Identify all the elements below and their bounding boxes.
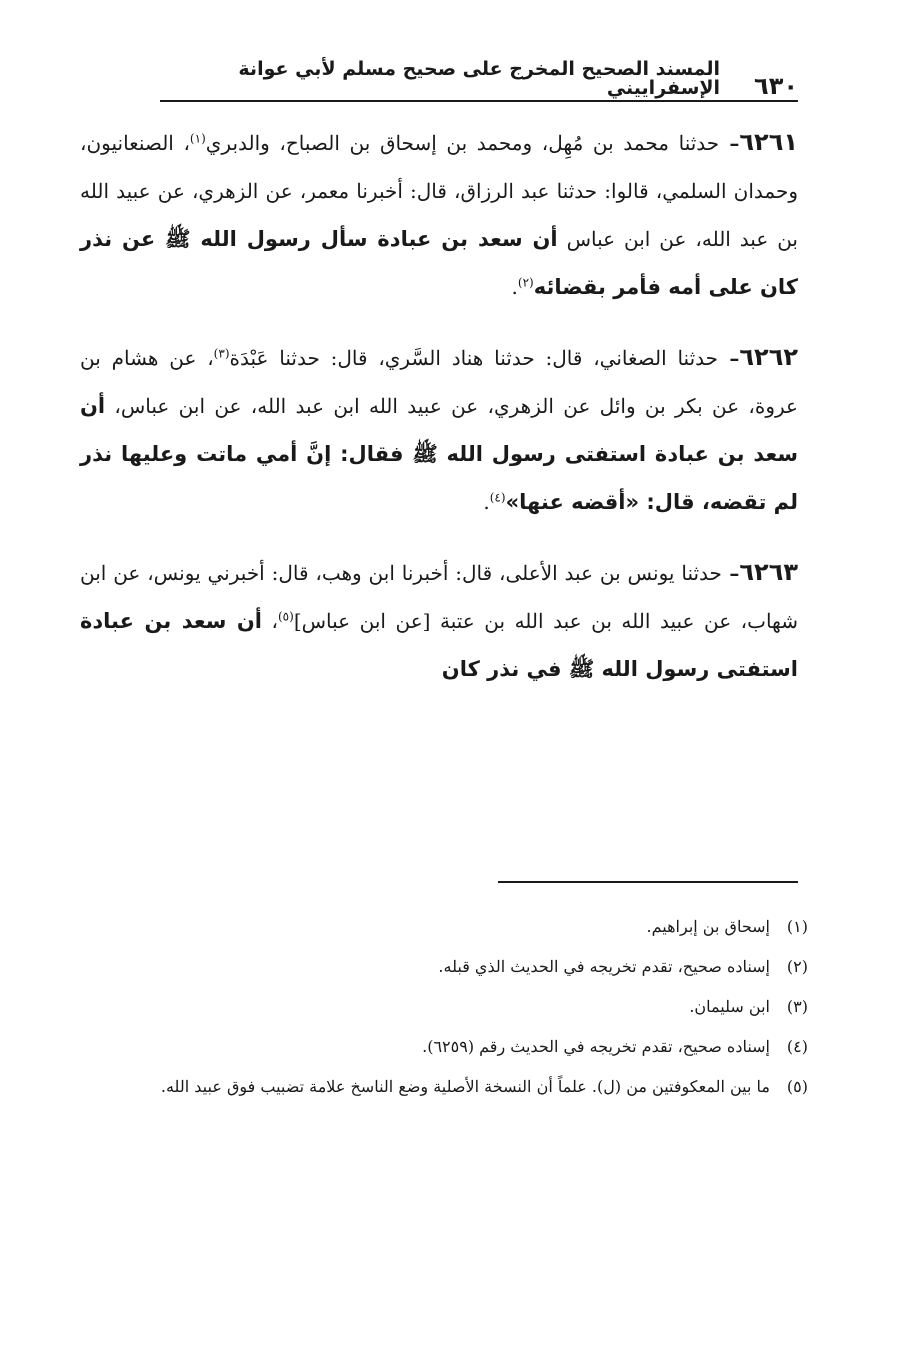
footnote-3 (90, 992, 808, 1022)
footnote-label: (٢) (786, 957, 808, 976)
footnote-ref: (٤) (489, 490, 506, 505)
footnote-text: ما بين المعكوفتين من (ل). علماً أن النسخة الأصلية وضع الناسخ علامة تضبيب فوق عبيد الله. (160, 1077, 770, 1096)
hadith-end: . (483, 490, 490, 514)
hadith-matn: أن سعد بن عبادة استفتى رسول الله ﷺ في نذر كان (80, 609, 798, 681)
footnote-text: إسناده صحيح، تقدم تخريجه في الحديث الذي قبله. (438, 957, 770, 976)
hadith-text: حدثنا الصغاني، قال: حدثنا هناد السَّري، قال: حدثنا عَبْدَة (229, 346, 718, 370)
page-number: ٦٣٠ (754, 72, 798, 100)
footnote-separator (498, 881, 798, 883)
footnote-label: (٣) (786, 997, 808, 1016)
hadith-text: ، عن هشام بن عروة، عن بكر بن وائل عن الزهري، عن عبيد الله ابن عبد الله، عن ابن عباس، (80, 346, 798, 418)
hadith-text: ، (261, 609, 278, 633)
footnote-text: ابن سليمان. (689, 997, 770, 1016)
footnote-ref: (١) (189, 131, 206, 146)
footnotes (90, 912, 808, 1112)
footnote-text: إسحاق بن إبراهيم. (646, 917, 770, 936)
hadith-6261: ٦٢٦١– حدثنا محمد بن مُهِل، ومحمد بن إسحاق بن الصباح، والدبري$^{(١)}$، الصنعانيون، وحمدان السلمي، قالوا: حدثنا عبد الرزاق، قال: أخبرنا معمر، عن الزهري، عن عبيد الله بن عبد الله، عن ابن عباس أن سعد بن عبادة سأل رسول الله ﷺ عن نذر كان على أمه فأمر بقضائه$^{(٢)}$. (80, 128, 798, 299)
footnote-text: إسناده صحيح، تقدم تخريجه في الحديث رقم (٦٢٥٩). (422, 1037, 770, 1056)
hadith-6263: ٦٢٦٣– حدثنا يونس بن عبد الأعلى، قال: أخبرنا ابن وهب، قال: أخبرني يونس، عن ابن شهاب، عن عبيد الله بن عبد الله بن عتبة [عن ابن عباس]$^{(٥)}$، أن سعد بن عبادة استفتى رسول الله ﷺ في نذر كان (80, 558, 799, 681)
hadith-matn: أن سعد بن عبادة استفتى رسول الله ﷺ فقال: إنَّ أمي ماتت وعليها نذر لم تقضه، قال: (80, 394, 798, 514)
hadith-text: حدثنا يونس بن عبد الأعلى، قال: أخبرنا ابن وهب، قال: أخبرني يونس، عن ابن شهاب، عن عبيد الله بن عبد الله بن عتبة [عن ابن عباس] (80, 561, 799, 633)
footnote-ref: (٣) (213, 346, 230, 361)
hadith-matn: أن سعد بن عبادة سأل رسول الله ﷺ عن نذر كان على أمه فأمر بقضائه (80, 227, 798, 299)
footnote-1 (90, 912, 808, 942)
hadith-number: ٦٢٦١ (739, 128, 798, 156)
footnote-4 (90, 1032, 808, 1062)
footnote-2 (90, 952, 808, 982)
footnote-5 (90, 1072, 808, 1102)
footnote-ref: (٥) (277, 609, 294, 624)
hadith-end: . (511, 275, 518, 299)
book-title: المسند الصحيح المخرج على صحيح مسلم لأبي عوانة الإسفراييني (238, 58, 721, 99)
hadith-6262: ٦٢٦٢– حدثنا الصغاني، قال: حدثنا هناد السَّري، قال: حدثنا عَبْدَة$^{(٣)}$، عن هشام بن عروة، عن بكر بن وائل عن الزهري، عن عبيد الله ابن عبد الله، عن ابن عباس، أن سعد بن عبادة استفتى رسول الله ﷺ فقال: إنَّ أمي ماتت وعليها نذر لم تقضه، قال: «أقضه عنها»$^{(٤)}$. (80, 343, 798, 514)
running-header (160, 58, 798, 102)
footnote-label: (٤) (786, 1037, 808, 1056)
hadith-text: ، الصنعانيون، وحمدان السلمي، قالوا: حدثنا عبد الرزاق، قال: أخبرنا معمر، عن الزهري، عن عبيد الله بن عبد الله، عن ابن عباس (80, 131, 798, 251)
footnote-label: (١) (786, 917, 808, 936)
footnote-ref: (٢) (517, 275, 534, 290)
hadith-text: حدثنا محمد بن مُهِل، ومحمد بن إسحاق بن الصباح، والدبري (205, 131, 720, 155)
hadith-number: ٦٢٦٢ (739, 343, 798, 371)
hadith-number: ٦٢٦٣ (739, 558, 798, 586)
hadith-quote: «أقضه عنها» (505, 490, 647, 514)
footnote-label: (٥) (786, 1077, 808, 1096)
main-text (80, 118, 798, 715)
